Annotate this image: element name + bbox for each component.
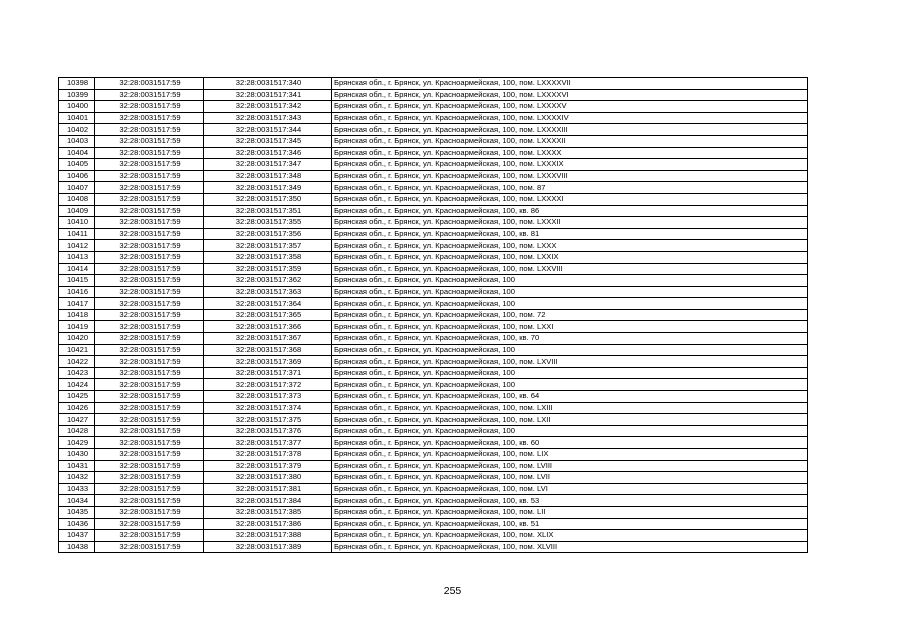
cell-block-number: 32:28:0031517:59	[95, 135, 204, 147]
cell-address: Брянская обл., г. Брянск, ул. Красноармейская, 100	[332, 286, 808, 298]
cell-block-number: 32:28:0031517:59	[95, 275, 204, 287]
cell-address: Брянская обл., г. Брянск, ул. Красноармейская, 100, кв. 53	[332, 495, 808, 507]
cell-cadastral-number: 32:28:0031517:357	[204, 240, 332, 252]
cell-cadastral-number: 32:28:0031517:358	[204, 251, 332, 263]
cell-block-number: 32:28:0031517:59	[95, 159, 204, 171]
cell-row-number: 10436	[59, 518, 95, 530]
cell-row-number: 10403	[59, 135, 95, 147]
cell-address: Брянская обл., г. Брянск, ул. Красноармейская, 100, пом. LXXXIX	[332, 159, 808, 171]
cell-address: Брянская обл., г. Брянск, ул. Красноармейская, 100, кв. 60	[332, 437, 808, 449]
cell-cadastral-number: 32:28:0031517:343	[204, 112, 332, 124]
cell-cadastral-number: 32:28:0031517:385	[204, 506, 332, 518]
cell-row-number: 10429	[59, 437, 95, 449]
cell-cadastral-number: 32:28:0031517:362	[204, 275, 332, 287]
cell-cadastral-number: 32:28:0031517:386	[204, 518, 332, 530]
table-row	[59, 78, 808, 90]
cell-row-number: 10398	[59, 78, 95, 90]
cell-cadastral-number: 32:28:0031517:379	[204, 460, 332, 472]
cell-row-number: 10407	[59, 182, 95, 194]
cell-address: Брянская обл., г. Брянск, ул. Красноармейская, 100, пом. LII	[332, 506, 808, 518]
cell-row-number: 10418	[59, 309, 95, 321]
cadastral-table	[58, 77, 808, 553]
cell-block-number: 32:28:0031517:59	[95, 240, 204, 252]
table-row	[59, 460, 808, 472]
cell-row-number: 10426	[59, 402, 95, 414]
cell-address: Брянская обл., г. Брянск, ул. Красноармейская, 100, пом. LXXXVIII	[332, 170, 808, 182]
cell-cadastral-number: 32:28:0031517:345	[204, 135, 332, 147]
cell-row-number: 10437	[59, 530, 95, 542]
cell-address: Брянская обл., г. Брянск, ул. Красноармейская, 100, пом. 87	[332, 182, 808, 194]
page-number: 255	[443, 585, 462, 597]
cell-block-number: 32:28:0031517:59	[95, 391, 204, 403]
table-body	[59, 78, 808, 553]
cell-row-number: 10434	[59, 495, 95, 507]
cell-row-number: 10405	[59, 159, 95, 171]
table-row	[59, 89, 808, 101]
cell-address: Брянская обл., г. Брянск, ул. Красноармейская, 100, пом. LVII	[332, 472, 808, 484]
cell-block-number: 32:28:0031517:59	[95, 333, 204, 345]
cell-address: Брянская обл., г. Брянск, ул. Красноармейская, 100, пом. LXXIX	[332, 251, 808, 263]
table-row	[59, 321, 808, 333]
cell-cadastral-number: 32:28:0031517:369	[204, 356, 332, 368]
cell-row-number: 10432	[59, 472, 95, 484]
cell-block-number: 32:28:0031517:59	[95, 124, 204, 136]
cell-address: Брянская обл., г. Брянск, ул. Красноармейская, 100	[332, 298, 808, 310]
cell-block-number: 32:28:0031517:59	[95, 437, 204, 449]
cell-address: Брянская обл., г. Брянск, ул. Красноармейская, 100	[332, 425, 808, 437]
cell-cadastral-number: 32:28:0031517:342	[204, 101, 332, 113]
cell-address: Брянская обл., г. Брянск, ул. Красноармейская, 100, пом. LXXXXV	[332, 101, 808, 113]
table-row	[59, 170, 808, 182]
cell-row-number: 10424	[59, 379, 95, 391]
cell-block-number: 32:28:0031517:59	[95, 402, 204, 414]
table-row	[59, 379, 808, 391]
table-row	[59, 483, 808, 495]
cell-block-number: 32:28:0031517:59	[95, 112, 204, 124]
table-row	[59, 240, 808, 252]
cell-block-number: 32:28:0031517:59	[95, 449, 204, 461]
cell-address: Брянская обл., г. Брянск, ул. Красноармейская, 100	[332, 344, 808, 356]
table-row	[59, 495, 808, 507]
cell-row-number: 10427	[59, 414, 95, 426]
cell-row-number: 10420	[59, 333, 95, 345]
cell-row-number: 10415	[59, 275, 95, 287]
cell-row-number: 10433	[59, 483, 95, 495]
table-row	[59, 356, 808, 368]
cell-address: Брянская обл., г. Брянск, ул. Красноармейская, 100, пом. 72	[332, 309, 808, 321]
cell-row-number: 10401	[59, 112, 95, 124]
cell-row-number: 10404	[59, 147, 95, 159]
cell-block-number: 32:28:0031517:59	[95, 495, 204, 507]
cell-block-number: 32:28:0031517:59	[95, 286, 204, 298]
cell-cadastral-number: 32:28:0031517:381	[204, 483, 332, 495]
cell-row-number: 10411	[59, 228, 95, 240]
cell-address: Брянская обл., г. Брянск, ул. Красноармейская, 100	[332, 379, 808, 391]
cell-block-number: 32:28:0031517:59	[95, 367, 204, 379]
cell-row-number: 10409	[59, 205, 95, 217]
cell-cadastral-number: 32:28:0031517:349	[204, 182, 332, 194]
cell-cadastral-number: 32:28:0031517:341	[204, 89, 332, 101]
cell-row-number: 10425	[59, 391, 95, 403]
cell-address: Брянская обл., г. Брянск, ул. Красноармейская, 100	[332, 367, 808, 379]
cell-address: Брянская обл., г. Брянск, ул. Красноармейская, 100, кв. 70	[332, 333, 808, 345]
cell-row-number: 10413	[59, 251, 95, 263]
cell-address: Брянская обл., г. Брянск, ул. Красноармейская, 100, пом. LXII	[332, 414, 808, 426]
cell-address: Брянская обл., г. Брянск, ул. Красноармейская, 100, пом. LXVIII	[332, 356, 808, 368]
table-row	[59, 391, 808, 403]
table-row	[59, 159, 808, 171]
cell-block-number: 32:28:0031517:59	[95, 78, 204, 90]
table-row	[59, 228, 808, 240]
cell-cadastral-number: 32:28:0031517:340	[204, 78, 332, 90]
cell-cadastral-number: 32:28:0031517:351	[204, 205, 332, 217]
cell-address: Брянская обл., г. Брянск, ул. Красноармейская, 100, пом. LXXXXVI	[332, 89, 808, 101]
cell-address: Брянская обл., г. Брянск, ул. Красноармейская, 100, пом. XLVIII	[332, 541, 808, 553]
cell-address: Брянская обл., г. Брянск, ул. Красноармейская, 100, пом. LXXX	[332, 240, 808, 252]
cell-row-number: 10408	[59, 193, 95, 205]
table-row	[59, 402, 808, 414]
cell-cadastral-number: 32:28:0031517:347	[204, 159, 332, 171]
cell-row-number: 10416	[59, 286, 95, 298]
cell-block-number: 32:28:0031517:59	[95, 298, 204, 310]
cell-row-number: 10410	[59, 217, 95, 229]
cell-cadastral-number: 32:28:0031517:350	[204, 193, 332, 205]
table-row	[59, 414, 808, 426]
table-row	[59, 101, 808, 113]
cell-address: Брянская обл., г. Брянск, ул. Красноармейская, 100, кв. 51	[332, 518, 808, 530]
cell-cadastral-number: 32:28:0031517:346	[204, 147, 332, 159]
cell-address: Брянская обл., г. Брянск, ул. Красноармейская, 100, пом. LVIII	[332, 460, 808, 472]
table-row	[59, 506, 808, 518]
cell-block-number: 32:28:0031517:59	[95, 263, 204, 275]
cell-block-number: 32:28:0031517:59	[95, 217, 204, 229]
cell-block-number: 32:28:0031517:59	[95, 425, 204, 437]
table-row	[59, 298, 808, 310]
cell-cadastral-number: 32:28:0031517:376	[204, 425, 332, 437]
cell-address: Брянская обл., г. Брянск, ул. Красноармейская, 100, пом. LXXVIII	[332, 263, 808, 275]
cell-block-number: 32:28:0031517:59	[95, 356, 204, 368]
table-row	[59, 333, 808, 345]
cell-address: Брянская обл., г. Брянск, ул. Красноармейская, 100, пом. LXXXXVII	[332, 78, 808, 90]
cell-address: Брянская обл., г. Брянск, ул. Красноармейская, 100, пом. LXXXX	[332, 147, 808, 159]
cell-cadastral-number: 32:28:0031517:384	[204, 495, 332, 507]
cell-block-number: 32:28:0031517:59	[95, 101, 204, 113]
cell-block-number: 32:28:0031517:59	[95, 170, 204, 182]
cell-cadastral-number: 32:28:0031517:371	[204, 367, 332, 379]
cell-row-number: 10438	[59, 541, 95, 553]
cell-address: Брянская обл., г. Брянск, ул. Красноармейская, 100, кв. 86	[332, 205, 808, 217]
cell-row-number: 10412	[59, 240, 95, 252]
table-row	[59, 541, 808, 553]
cell-address: Брянская обл., г. Брянск, ул. Красноармейская, 100, пом. LXXXXIII	[332, 124, 808, 136]
cell-address: Брянская обл., г. Брянск, ул. Красноармейская, 100, кв. 81	[332, 228, 808, 240]
cell-row-number: 10402	[59, 124, 95, 136]
cell-cadastral-number: 32:28:0031517:367	[204, 333, 332, 345]
cell-cadastral-number: 32:28:0031517:372	[204, 379, 332, 391]
cell-cadastral-number: 32:28:0031517:348	[204, 170, 332, 182]
cell-block-number: 32:28:0031517:59	[95, 182, 204, 194]
cell-address: Брянская обл., г. Брянск, ул. Красноармейская, 100, пом. LIX	[332, 449, 808, 461]
cell-block-number: 32:28:0031517:59	[95, 321, 204, 333]
cell-row-number: 10428	[59, 425, 95, 437]
cell-address: Брянская обл., г. Брянск, ул. Красноармейская, 100, пом. LXXXII	[332, 217, 808, 229]
cell-address: Брянская обл., г. Брянск, ул. Красноармейская, 100, пом. LXXI	[332, 321, 808, 333]
cell-cadastral-number: 32:28:0031517:378	[204, 449, 332, 461]
table-row	[59, 205, 808, 217]
table-row	[59, 344, 808, 356]
cell-cadastral-number: 32:28:0031517:373	[204, 391, 332, 403]
cell-row-number: 10399	[59, 89, 95, 101]
table-row	[59, 263, 808, 275]
cell-row-number: 10421	[59, 344, 95, 356]
cell-row-number: 10414	[59, 263, 95, 275]
cell-block-number: 32:28:0031517:59	[95, 193, 204, 205]
cell-block-number: 32:28:0031517:59	[95, 460, 204, 472]
cell-cadastral-number: 32:28:0031517:375	[204, 414, 332, 426]
cell-row-number: 10400	[59, 101, 95, 113]
cell-block-number: 32:28:0031517:59	[95, 530, 204, 542]
cell-address: Брянская обл., г. Брянск, ул. Красноармейская, 100, пом. LXXXXI	[332, 193, 808, 205]
table-row	[59, 425, 808, 437]
cell-row-number: 10431	[59, 460, 95, 472]
cell-cadastral-number: 32:28:0031517:363	[204, 286, 332, 298]
cell-block-number: 32:28:0031517:59	[95, 472, 204, 484]
cell-address: Брянская обл., г. Брянск, ул. Красноармейская, 100, пом. XLIX	[332, 530, 808, 542]
table-row	[59, 518, 808, 530]
cell-cadastral-number: 32:28:0031517:355	[204, 217, 332, 229]
table-row	[59, 112, 808, 124]
cell-cadastral-number: 32:28:0031517:344	[204, 124, 332, 136]
table-row	[59, 367, 808, 379]
table-row	[59, 124, 808, 136]
table-row	[59, 286, 808, 298]
table-row	[59, 309, 808, 321]
cell-block-number: 32:28:0031517:59	[95, 309, 204, 321]
cell-row-number: 10406	[59, 170, 95, 182]
table-row	[59, 251, 808, 263]
cell-block-number: 32:28:0031517:59	[95, 414, 204, 426]
cell-cadastral-number: 32:28:0031517:374	[204, 402, 332, 414]
cell-address: Брянская обл., г. Брянск, ул. Красноармейская, 100, пом. LXXXXII	[332, 135, 808, 147]
table-row	[59, 437, 808, 449]
cell-address: Брянская обл., г. Брянск, ул. Красноармейская, 100	[332, 275, 808, 287]
table-row	[59, 217, 808, 229]
cell-row-number: 10430	[59, 449, 95, 461]
cell-block-number: 32:28:0031517:59	[95, 228, 204, 240]
cell-cadastral-number: 32:28:0031517:377	[204, 437, 332, 449]
cell-row-number: 10417	[59, 298, 95, 310]
table-row	[59, 472, 808, 484]
cell-block-number: 32:28:0031517:59	[95, 89, 204, 101]
cell-address: Брянская обл., г. Брянск, ул. Красноармейская, 100, пом. LVI	[332, 483, 808, 495]
table-row	[59, 193, 808, 205]
cell-block-number: 32:28:0031517:59	[95, 147, 204, 159]
cell-row-number: 10419	[59, 321, 95, 333]
cell-cadastral-number: 32:28:0031517:359	[204, 263, 332, 275]
table-row	[59, 147, 808, 159]
cell-cadastral-number: 32:28:0031517:366	[204, 321, 332, 333]
cell-block-number: 32:28:0031517:59	[95, 251, 204, 263]
table-row	[59, 449, 808, 461]
cell-row-number: 10422	[59, 356, 95, 368]
cell-block-number: 32:28:0031517:59	[95, 205, 204, 217]
cell-address: Брянская обл., г. Брянск, ул. Красноармейская, 100, пом. LXIII	[332, 402, 808, 414]
cell-cadastral-number: 32:28:0031517:388	[204, 530, 332, 542]
table-row	[59, 135, 808, 147]
cell-block-number: 32:28:0031517:59	[95, 541, 204, 553]
table-row	[59, 530, 808, 542]
cell-row-number: 10435	[59, 506, 95, 518]
cell-block-number: 32:28:0031517:59	[95, 483, 204, 495]
cell-block-number: 32:28:0031517:59	[95, 506, 204, 518]
cell-cadastral-number: 32:28:0031517:368	[204, 344, 332, 356]
cell-cadastral-number: 32:28:0031517:365	[204, 309, 332, 321]
cell-block-number: 32:28:0031517:59	[95, 344, 204, 356]
table-row	[59, 182, 808, 194]
table-row	[59, 275, 808, 287]
cell-cadastral-number: 32:28:0031517:389	[204, 541, 332, 553]
cell-block-number: 32:28:0031517:59	[95, 518, 204, 530]
cell-address: Брянская обл., г. Брянск, ул. Красноармейская, 100, пом. LXXXXIV	[332, 112, 808, 124]
cell-row-number: 10423	[59, 367, 95, 379]
cell-block-number: 32:28:0031517:59	[95, 379, 204, 391]
cell-cadastral-number: 32:28:0031517:380	[204, 472, 332, 484]
cell-address: Брянская обл., г. Брянск, ул. Красноармейская, 100, кв. 64	[332, 391, 808, 403]
cell-cadastral-number: 32:28:0031517:356	[204, 228, 332, 240]
cell-cadastral-number: 32:28:0031517:364	[204, 298, 332, 310]
